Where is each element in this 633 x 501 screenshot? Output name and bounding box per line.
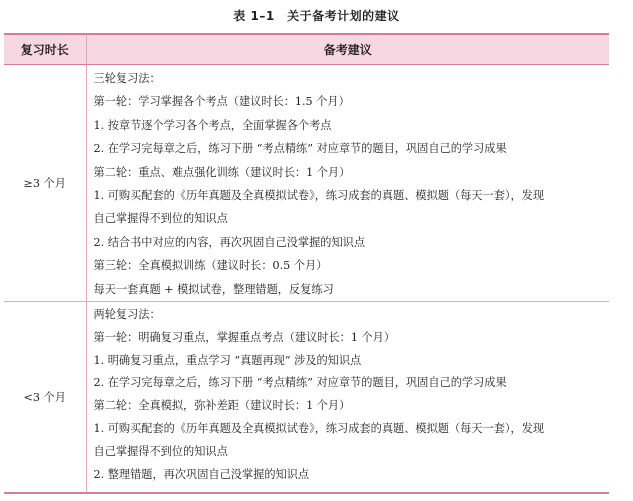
study-plan-table: [4, 33, 609, 494]
advice-line: 第二轮：重点、难点强化训练（建议时长：1 个月）: [93, 165, 351, 179]
advice-line: 第一轮：学习掌握各个考点（建议时长：1.5 个月）: [93, 95, 350, 109]
advice-line: 第一轮：明确复习重点，掌握重点考点（建议时长：1 个月）: [93, 330, 396, 344]
duration-cell: ≥3 个月: [4, 65, 86, 302]
header-advice: 备考建议: [86, 34, 609, 65]
advice-line: 2. 在学习完每章之后，练习下册 “考点精练” 对应章节的题目，巩固自己的学习成果: [93, 376, 507, 390]
header-duration: 复习时长: [4, 34, 86, 65]
header-row: [4, 34, 609, 65]
duration-cell: <3 个月: [4, 302, 86, 494]
advice-cell: [86, 302, 609, 494]
advice-line: 2. 整理错题，再次巩固自己没掌握的知识点: [93, 467, 310, 481]
advice-line: 自己掌握得不到位的知识点: [93, 212, 228, 226]
advice-line: 2. 在学习完每章之后，练习下册 “考点精练” 对应章节的题目，巩固自己的学习成果: [93, 142, 507, 156]
advice-line: 自己掌握得不到位的知识点: [93, 444, 228, 458]
advice-line: 第三轮：全真模拟训练（建议时长：0.5 个月）: [93, 259, 328, 273]
advice-line: 1. 可购买配套的《历年真题及全真模拟试卷》，练习成套的真题、模拟题（每天一套），发现: [93, 189, 545, 203]
advice-line: 两轮复习法：: [93, 308, 161, 322]
advice-line: 2. 结合书中对应的内容，再次巩固自己没掌握的知识点: [93, 235, 366, 249]
table-row: [4, 302, 609, 494]
advice-cell: [86, 65, 609, 302]
advice-line: 1. 按章节逐个学习各个考点，全面掌握各个考点: [93, 118, 332, 132]
advice-line: 三轮复习法：: [93, 72, 161, 85]
table-caption: 表 1–1 关于备考计划的建议: [233, 9, 400, 23]
advice-line: 1. 明确复习重点，重点学习 “真题再现” 涉及的知识点: [93, 353, 362, 367]
advice-line: 1. 可购买配套的《历年真题及全真模拟试卷》，练习成套的真题、模拟题（每天一套），发现: [93, 422, 545, 436]
table-row: [4, 65, 609, 302]
advice-line: 第二轮：全真模拟，弥补差距（建议时长：1 个月）: [93, 399, 351, 413]
advice-line: 每天一套真题 + 模拟试卷，整理错题，反复练习: [93, 282, 334, 296]
